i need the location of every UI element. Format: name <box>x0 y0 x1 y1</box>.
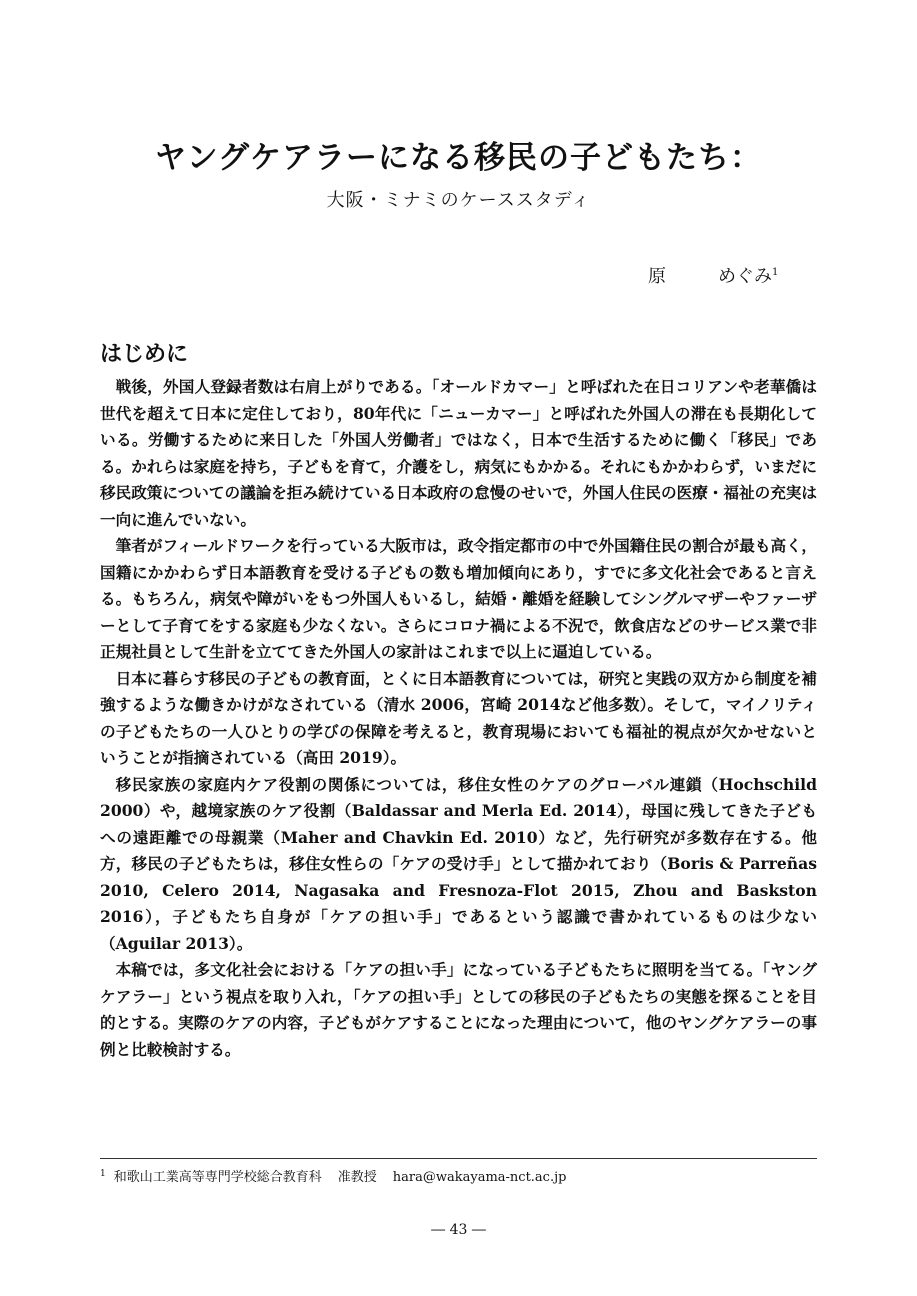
paragraph-2: 筆者がフィールドワークを行っている大阪市は，政令指定都市の中で外国籍住民の割合が最も高く，国籍にかかわらず日本語教育を受ける子どもの数も増加傾向にあり，すでに多文化社会であると言える。もちろん，病気や障がいをもつ外国人もいるし，結婚・離婚を経験してシングルマザーやファーザーとして子育てをする家庭も少なくない。さらにコロナ禍による不況で，飲食店などのサービス業で非正規社員として生計を立ててきた外国人の家計はこれまで以上に逼迫している。 <box>100 536 818 661</box>
paper-title: ヤングケアラーになる移民の子どもたち： <box>154 140 763 176</box>
author-given-name: めぐみ <box>718 266 772 287</box>
author-surname: 原 <box>648 266 666 287</box>
footnote <box>100 1166 566 1185</box>
footnote-mark: 1 <box>100 1168 106 1179</box>
section-heading: はじめに <box>100 342 189 367</box>
footnote-position: 准教授 <box>337 1170 377 1185</box>
paragraph-4: 移民家族の家庭内ケア役割の関係については，移住女性のケアのグローバル連鎖（Hochschild 2000）や，越境家族のケア役割（Baldassar and Merla Ed. 2014），母国に残してきた子どもへの遠距離での母親業（Maher and Chavkin Ed. 2010）など，先行研究が多数存在する。他方，移民の子どもたちは，移住女性らの「ケアの受け手」として描かれており（Boris & Parreñas 2010, Celero 2014, Nagasaka and Fresnoza-Flot 2015, Zhou and Baskston 2016），子どもたち自身が「ケアの担い手」であるという認識で書かれているものは少ない（Aguilar 2013）。 <box>100 774 817 953</box>
author-footnote-mark: 1 <box>772 267 779 278</box>
paragraph-5: 本稿では，多文化社会における「ケアの担い手」になっている子どもたちに照明を当てる。「ヤングケアラー」という視点を取り入れ，「ケアの担い手」としての移民の子どもたちの実態を探ることを目的とする。実際のケアの内容，子どもがケアすることになった理由について，他のヤングケアラーの事例と比較検討する。 <box>100 960 817 1059</box>
body-text <box>100 374 817 1063</box>
footnote-affiliation: 和歌山工業高等専門学校総合教育科 <box>113 1170 322 1185</box>
footnote-divider <box>100 1158 817 1159</box>
paragraph-1: 戦後，外国人登録者数は右肩上がりである。「オールドカマー」と呼ばれた在日コリアンや老華僑は世代を超えて日本に定住しており，80年代に「ニューカマー」と呼ばれた外国人の滞在も長期化している。労働するために来日した「外国人労働者」ではなく，日本で生活するために働く「移民」である。かれらは家庭を持ち，子どもを育て，介護をし，病気にもかかる。それにもかかわらず，いまだに移民政策についての議論を拒み続けている日本政府の怠慢のせいで，外国人住民の医療・福祉の充実は一向に進んでいない。 <box>100 377 817 529</box>
paragraph-3: 日本に暮らす移民の子どもの教育面，とくに日本語教育については，研究と実践の双方から制度を補強するような働きかけがなされている（清水 2006，宮崎 2014など他多数）。そして，マイノリティの子どもたちの一人ひとりの学びの保障を考えると，教育現場においても福祉的視点が欠かせないということが指摘されている（高田 2019）。 <box>100 668 818 767</box>
page-number: ― 43 ― <box>431 1222 486 1238</box>
paper-subtitle: 大阪・ミナミのケーススタディ <box>326 190 591 211</box>
footnote-email: hara@wakayama-nct.ac.jp <box>392 1170 567 1185</box>
author-line <box>648 262 778 288</box>
